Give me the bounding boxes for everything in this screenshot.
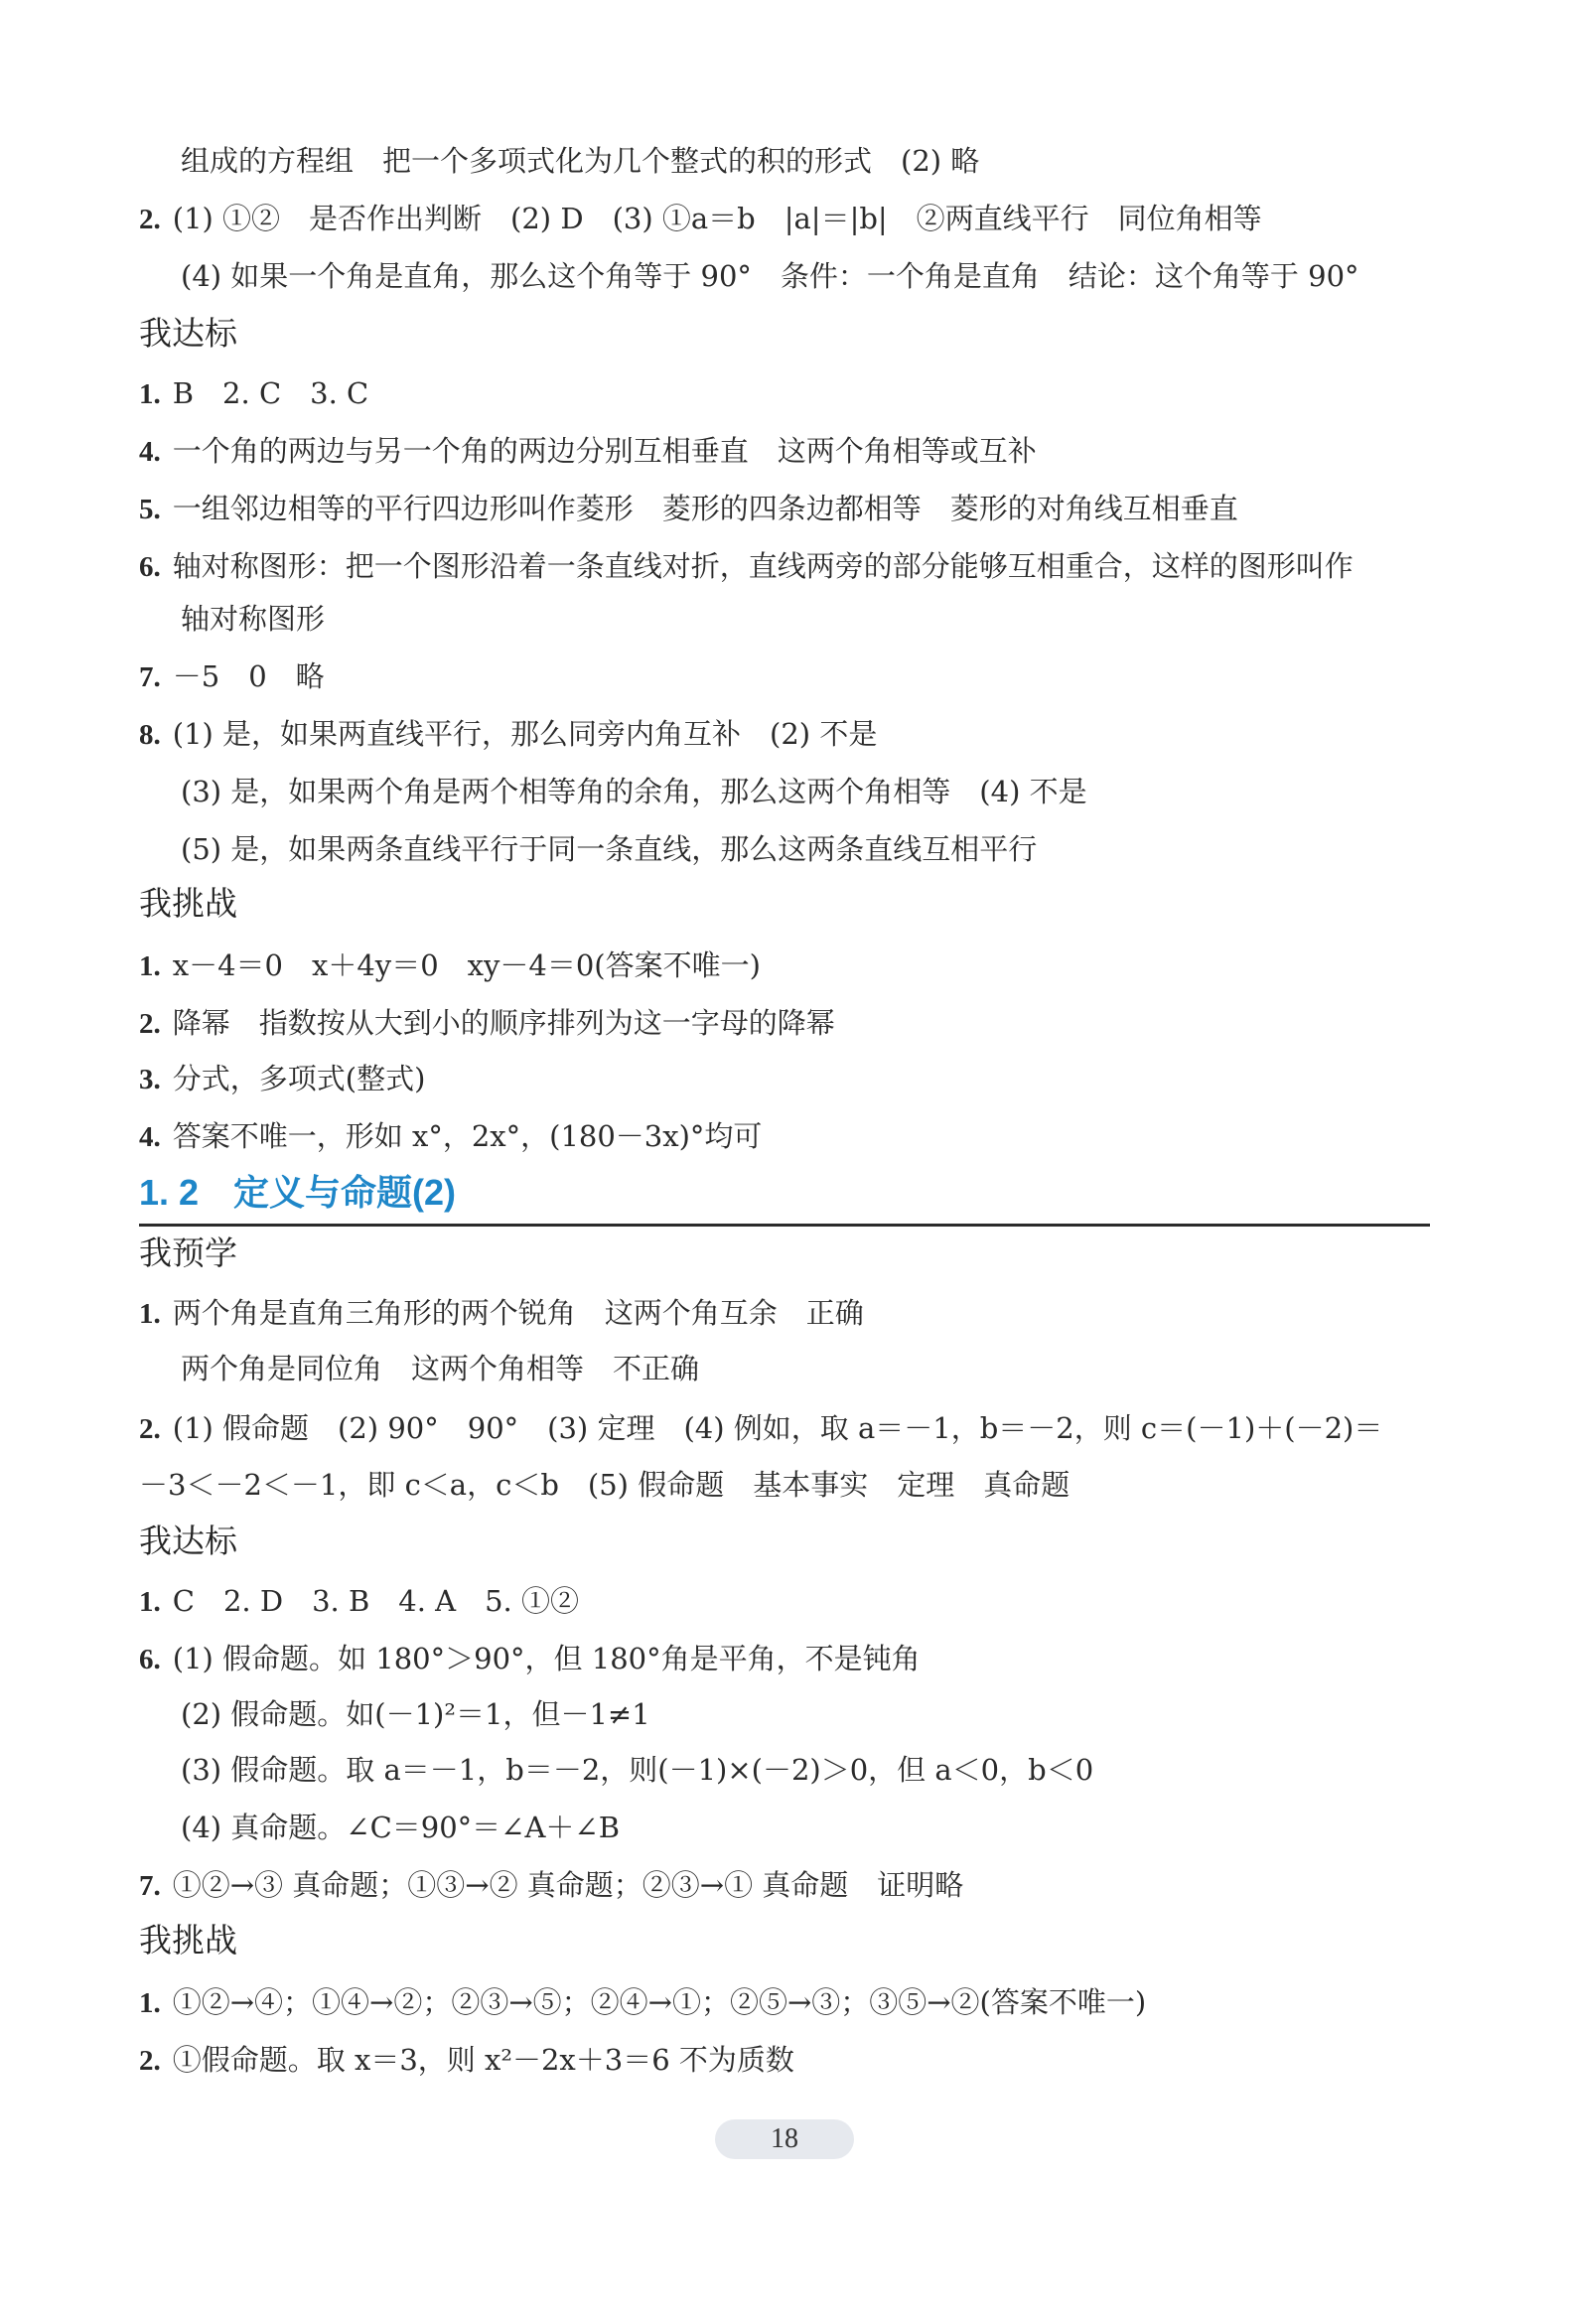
answer-line: (2) 假命题。如(－1)²＝1，但－1≠1 bbox=[181, 1697, 650, 1731]
answer-line: 4. 答案不唯一，形如 x°，2x°，(180－3x)°均可 bbox=[139, 1119, 763, 1153]
item-number: 7. bbox=[139, 1870, 161, 1902]
answer-line: 6. (1) 假命题。如 180°＞90°，但 180°角是平角，不是钝角 bbox=[139, 1642, 921, 1675]
item-number: 6. bbox=[139, 1644, 161, 1675]
section-name: 定义与命题(2) bbox=[233, 1172, 456, 1213]
answer-line: 1. 两个角是直角三角形的两个锐角 这两个角互余 正确 bbox=[139, 1296, 864, 1330]
answer-line: 1. ①②→④；①④→②；②③→⑤；②④→①；②⑤→③；③⑤→②(答案不唯一) bbox=[139, 1985, 1147, 2019]
subsection-heading: 我挑战 bbox=[139, 884, 237, 923]
answer-line: 8. (1) 是，如果两直线平行，那么同旁内角互补 (2) 不是 bbox=[139, 717, 878, 751]
answer-line: (4) 如果一个角是直角，那么这个角等于 90° 条件：一个角是直角 结论：这个角等于 90° bbox=[181, 259, 1359, 293]
answer-line: (3) 是，如果两个角是两个相等角的余角，那么这两个角相等 (4) 不是 bbox=[181, 775, 1087, 808]
answer-line: 1. B 2. C 3. C bbox=[139, 376, 369, 410]
subsection-heading: 我挑战 bbox=[139, 1921, 237, 1960]
section-title bbox=[139, 1168, 1430, 1227]
answer-line: 5. 一组邻边相等的平行四边形叫作菱形 菱形的四条边都相等 菱形的对角线互相垂直 bbox=[139, 492, 1238, 525]
item-number: 2. bbox=[139, 204, 161, 235]
answer-line: (5) 是，如果两条直线平行于同一条直线，那么这两条直线互相平行 bbox=[181, 832, 1038, 866]
item-number: 1. bbox=[139, 1298, 161, 1330]
item-number: 2. bbox=[139, 1008, 161, 1040]
item-number: 1. bbox=[139, 950, 161, 982]
section-number: 1. 2 bbox=[139, 1172, 200, 1213]
page-number: 18 bbox=[771, 2123, 798, 2154]
item-number: 5. bbox=[139, 494, 161, 525]
item-number: 3. bbox=[139, 1064, 161, 1095]
subsection-heading: 我达标 bbox=[139, 1522, 237, 1560]
answer-line: 1. C 2. D 3. B 4. A 5. ①② bbox=[139, 1584, 579, 1618]
item-number: 2. bbox=[139, 1413, 161, 1445]
item-number: 6. bbox=[139, 551, 161, 583]
answer-line: 2. 降幂 指数按从大到小的顺序排列为这一字母的降幂 bbox=[139, 1006, 835, 1040]
answer-line: 两个角是同位角 这两个角相等 不正确 bbox=[181, 1352, 700, 1385]
answer-line: (4) 真命题。∠C＝90°＝∠A＋∠B bbox=[181, 1811, 621, 1844]
item-number: 7. bbox=[139, 661, 161, 693]
answer-line: 3. 分式，多项式(整式) bbox=[139, 1062, 426, 1095]
answer-line: 6. 轴对称图形：把一个图形沿着一条直线对折，直线两旁的部分能够互相重合，这样的图形叫作 bbox=[139, 549, 1354, 583]
answer-line: (3) 假命题。取 a＝－1，b＝－2，则(－1)×(－2)＞0，但 a＜0，b＜0 bbox=[181, 1753, 1094, 1787]
item-number: 8. bbox=[139, 719, 161, 751]
item-number: 1. bbox=[139, 1987, 161, 2019]
answer-line: 4. 一个角的两边与另一个角的两边分别互相垂直 这两个角相等或互补 bbox=[139, 434, 1037, 468]
item-number: 1. bbox=[139, 378, 161, 410]
answer-line: －3＜－2＜－1，即 c＜a，c＜b (5) 假命题 基本事实 定理 真命题 bbox=[139, 1468, 1070, 1502]
subsection-heading: 我达标 bbox=[139, 314, 237, 353]
answer-line: 组成的方程组 把一个多项式化为几个整式的积的形式 (2) 略 bbox=[181, 144, 980, 178]
answer-line: 1. x－4＝0 x＋4y＝0 xy－4＝0(答案不唯一) bbox=[139, 948, 761, 982]
answer-line: 7. －5 0 略 bbox=[139, 659, 325, 693]
item-number: 1. bbox=[139, 1586, 161, 1618]
page-number-badge bbox=[715, 2119, 854, 2159]
answer-line: 2. (1) 假命题 (2) 90° 90° (3) 定理 (4) 例如，取 a＝－1，b＝－2，则 c＝(－1)＋(－2)＝ bbox=[139, 1411, 1383, 1445]
item-number: 4. bbox=[139, 436, 161, 468]
answer-line: 7. ①②→③ 真命题；①③→② 真命题；②③→① 真命题 证明略 bbox=[139, 1868, 964, 1902]
item-number: 4. bbox=[139, 1121, 161, 1153]
answer-line: 轴对称图形 bbox=[181, 602, 326, 636]
answer-line: 2. (1) ①② 是否作出判断 (2) D (3) ①a＝b |a|＝|b| ②两直线平行 同位角相等 bbox=[139, 202, 1262, 235]
item-number: 2. bbox=[139, 2045, 161, 2077]
answer-line: 2. ①假命题。取 x＝3，则 x²－2x＋3＝6 不为质数 bbox=[139, 2043, 794, 2077]
subsection-heading: 我预学 bbox=[139, 1234, 237, 1272]
